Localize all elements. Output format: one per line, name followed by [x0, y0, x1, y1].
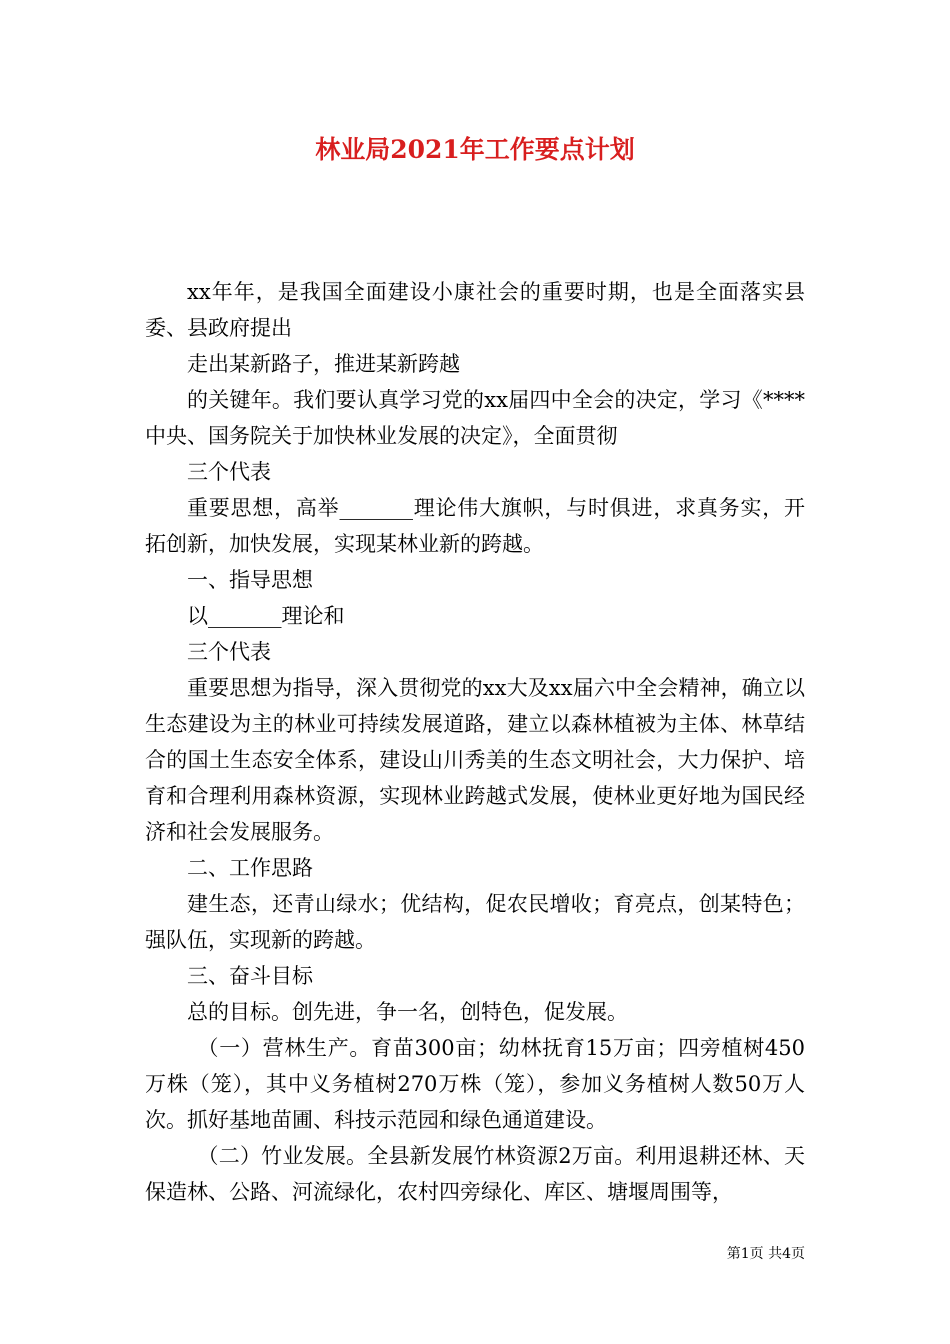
page-number-footer: 第1页 共4页 — [726, 1246, 805, 1262]
paragraph-intro-1: xx年年，是我国全面建设小康社会的重要时期，也是全面落实县委、县政府提出 — [145, 280, 805, 340]
paragraph-guiding-2: 重要思想为指导，深入贯彻党的xx大及xx届六中全会精神，确立以生态建设为主的林业可持续发展道路，建立以森林植被为主体、林草结合的国土生态安全体系，建设山川秀美的生态文明社会，大力保护、培育和合理利用森林资源，实现林业跨越式发展，使林业更好地为国民经济和社会发展服务。 — [145, 676, 805, 844]
paragraph-overall-goal: 总的目标。创先进，争一名，创特色，促发展。 — [187, 1000, 628, 1024]
paragraph-work-approach: 建生态，还青山绿水；优结构，促农民增收；育亮点，创某特色；强队伍，实现新的跨越。 — [145, 892, 805, 952]
paragraph-intro-2: 走出某新路子，推进某新跨越 — [187, 352, 460, 376]
paragraph-bamboo: （二）竹业发展。全县新发展竹林资源2万亩。利用退耕还林、天保造林、公路、河流绿化，农村四旁绿化、库区、塘堰周围等， — [145, 1144, 805, 1204]
paragraph-afforestation: （一）营林生产。育苗300亩；幼林抚育15万亩；四旁植树450万株（笼），其中义务植树270万株（笼），参加义务植树人数50万人次。抓好基地苗圃、科技示范园和绿色通道建设。 — [145, 1036, 805, 1132]
paragraph-guiding-1: 以_______理论和 — [187, 604, 345, 628]
paragraph-three-represents-2: 三个代表 — [187, 640, 271, 664]
paragraph-intro-3: 的关键年。我们要认真学习党的xx届四中全会的决定，学习《****中央、国务院关于加快林业发展的决定》，全面贯彻 — [145, 388, 805, 448]
heading-goals: 三、奋斗目标 — [187, 964, 313, 988]
paragraph-intro-4: 重要思想，高举_______理论伟大旗帜，与时俱进，求真务实，开拓创新，加快发展，实现某林业新的跨越。 — [145, 496, 805, 556]
heading-work-approach: 二、工作思路 — [187, 856, 313, 880]
document-title: 林业局2021年工作要点计划 — [315, 135, 635, 164]
document-body — [145, 274, 805, 1210]
heading-guiding-thought: 一、指导思想 — [187, 568, 313, 592]
paragraph-three-represents-1: 三个代表 — [187, 460, 271, 484]
